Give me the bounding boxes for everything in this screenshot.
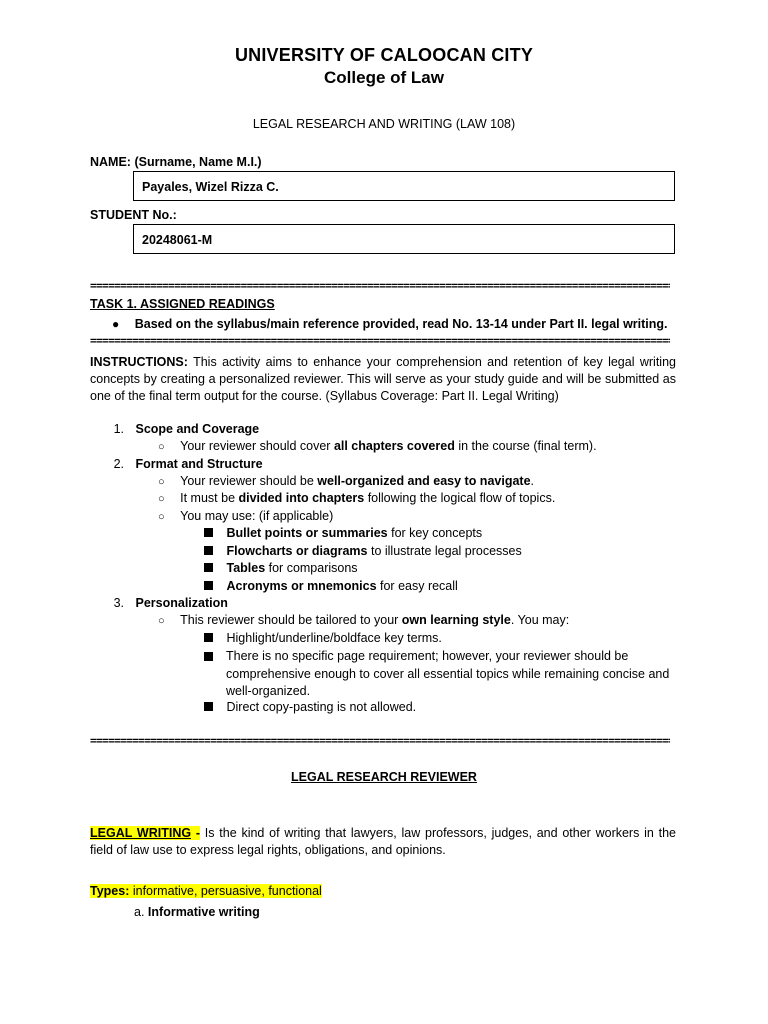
circle-bullet-icon: ○ [158, 511, 165, 523]
square-bullet-icon [204, 546, 213, 555]
name-value: Payales, Wizel Rizza C. [142, 180, 279, 194]
instructions-label: INSTRUCTIONS: [90, 355, 188, 369]
list-item: 2. Format and Structure [113, 457, 263, 471]
square-bullet-icon [204, 702, 213, 711]
square-bullet-icon [204, 652, 213, 661]
list-subitem: ○ You may use: (if applicable) [158, 509, 334, 523]
task-title: TASK 1. ASSIGNED READINGS [90, 297, 275, 311]
student-no-field[interactable] [133, 224, 675, 254]
separator-rule [90, 734, 670, 747]
list-item: 3. Personalization [113, 596, 228, 610]
list-subitem: ○ It must be divided into chapters following the logical flow of topics. [158, 491, 556, 505]
types-line [90, 884, 322, 898]
list-square-item: Bullet points or summaries for key concepts [204, 526, 482, 540]
reviewer-title: LEGAL RESEARCH REVIEWER [291, 770, 477, 784]
list-item: 1. Scope and Coverage [113, 422, 260, 436]
circle-bullet-icon: ○ [158, 493, 165, 505]
student-no-label: STUDENT No.: [90, 208, 177, 222]
square-bullet-icon [204, 528, 213, 537]
separator-rule [90, 279, 670, 292]
college-name: College of Law [324, 68, 444, 87]
list-square-item: Acronyms or mnemonics for easy recall [204, 579, 458, 593]
bullet-dot-icon: ● [112, 317, 120, 331]
square-bullet-icon [204, 581, 213, 590]
name-field[interactable] [133, 171, 675, 201]
subheading-informative: a. Informative writing [134, 905, 260, 919]
course-title: LEGAL RESEARCH AND WRITING (LAW 108) [252, 117, 516, 131]
types-value: informative, persuasive, functional [129, 884, 322, 898]
circle-bullet-icon: ○ [158, 441, 165, 453]
term-legal-writing: LEGAL WRITING [90, 826, 192, 840]
list-square-item: Flowcharts or diagrams to illustrate legal processes [204, 544, 522, 558]
legal-writing-definition: LEGAL WRITING - Is the kind of writing that lawyers, law professors, judges, and other workers in the field of law use to express legal rights, obligations, and opinions. [90, 826, 677, 857]
circle-bullet-icon: ○ [158, 476, 165, 488]
list-square-item: There is no specific page requirement; however, your reviewer should be comprehensive enough to cover all essential topics while remaining concise and well-organized. [204, 648, 679, 701]
separator-rule [90, 334, 670, 347]
square-bullet-icon [204, 633, 213, 642]
instructions-text: This activity aims to enhance your comprehension and retention of key legal writing concepts by creating a personalized reviewer. This will serve as your study guide and will be submitted as one of the final term output for the course. (Syllabus Coverage: Part II. Legal Writing) [90, 355, 676, 403]
types-label: Types: [90, 884, 130, 898]
list-subitem: ○ This reviewer should be tailored to your own learning style. You may: [158, 613, 570, 627]
list-square-item: Tables for comparisons [204, 561, 358, 575]
student-no-value: 20248061-M [142, 233, 213, 247]
list-square-item: Highlight/underline/boldface key terms. [204, 631, 442, 645]
task-bullet-item [112, 317, 668, 331]
list-subitem: ○ Your reviewer should cover all chapters covered in the course (final term). [158, 439, 597, 453]
task-bullet-text: Based on the syllabus/main reference provided, read No. 13-14 under Part II. legal writing. [134, 317, 668, 331]
list-subitem: ○ Your reviewer should be well-organized and easy to navigate. [158, 474, 535, 488]
circle-bullet-icon: ○ [158, 615, 165, 627]
university-name: UNIVERSITY OF CALOOCAN CITY [234, 45, 534, 65]
instructions-paragraph [90, 354, 676, 405]
list-square-item: Direct copy-pasting is not allowed. [204, 700, 416, 714]
name-label: NAME: (Surname, Name M.I.) [90, 155, 262, 169]
square-bullet-icon [204, 563, 213, 572]
